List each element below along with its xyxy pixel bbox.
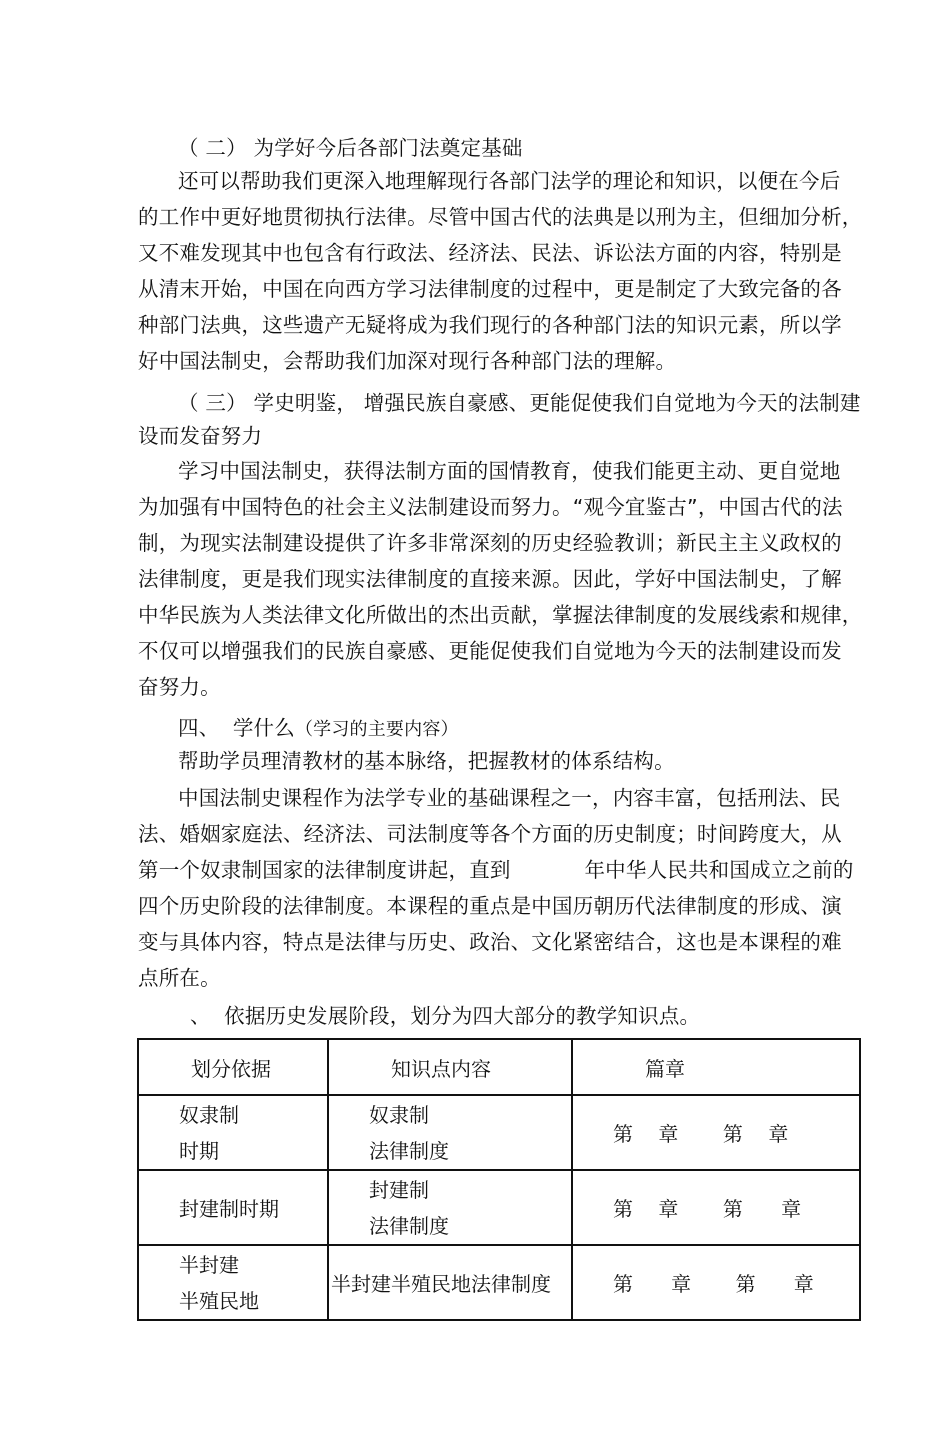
table-row	[138, 1095, 860, 1170]
section-2-line-3: 又不难发现其中也包含有行政法、经济法、民法、诉讼法方面的内容，特别是	[138, 241, 842, 265]
section-3-line-2: 为加强有中国特色的社会主义法制建设而努力。“观今宜鉴古”，中国古代的法	[138, 495, 843, 519]
row-2-content-line-1: 封建制	[369, 1177, 429, 1202]
section-3-line-1: 学习中国法制史，获得法制方面的国情教育，使我们能更主动、更自觉地	[178, 459, 841, 483]
row-1-basis-line-1: 奴隶制	[179, 1102, 239, 1127]
section-2-line-2: 的工作中更好地贯彻执行法律。尽管中国古代的法典是以刑为主，但细加分析，	[138, 205, 863, 229]
header-basis: 划分依据	[138, 1039, 328, 1095]
section-4-line-5: 变与具体内容，特点是法律与历史、政治、文化紧密结合，这也是本课程的难	[138, 930, 842, 954]
section-3-line-6: 不仅可以增强我们的民族自豪感、更能促使我们自觉地为今天的法制建设而发	[138, 639, 842, 663]
knowledge-point-table	[137, 1038, 861, 1321]
section-3-heading-line-2: 设而发奋努力	[138, 424, 263, 448]
section-4-heading-sub: （学习的主要内容）	[294, 719, 459, 740]
row-1-chapters: 第 章 第 章	[572, 1095, 860, 1170]
table-row	[138, 1170, 860, 1245]
section-4-line-4: 四个历史阶段的法律制度。本课程的重点是中国历朝历代法律制度的形成、演	[138, 894, 842, 918]
row-1-basis	[138, 1095, 328, 1170]
row-2-content	[328, 1170, 572, 1245]
row-3-chapters: 第 章 第 章	[572, 1245, 860, 1320]
row-1-content	[328, 1095, 572, 1170]
section-4-line-2: 法、婚姻家庭法、经济法、司法制度等各个方面的历史制度；时间跨度大，从	[138, 822, 842, 846]
section-3-line-7: 奋努力。	[138, 675, 221, 699]
header-content: 知识点内容	[328, 1039, 572, 1095]
section-2-line-4: 从清末开始，中国在向西方学习法律制度的过程中，更是制定了大致完备的各	[138, 277, 842, 301]
section-2-line-1: 还可以帮助我们更深入地理解现行各部门法学的理论和知识，以便在今后	[178, 169, 841, 193]
row-1-basis-line-2: 时期	[179, 1138, 219, 1163]
section-4-para-1: 帮助学员理清教材的基本脉络，把握教材的体系结构。	[178, 749, 675, 773]
section-4-line-3: 第一个奴隶制国家的法律制度讲起，直到 年中华人民共和国成立之前的	[138, 858, 854, 882]
table-row	[138, 1245, 860, 1320]
row-2-basis-line-1: 封建制时期	[179, 1197, 279, 1221]
row-3-content-line-1: 半封建半殖民地法律制度	[331, 1272, 551, 1296]
row-1-content-line-2: 法律制度	[369, 1138, 449, 1163]
row-1-content-line-1: 奴隶制	[369, 1102, 429, 1127]
header-chapters: 篇章	[572, 1039, 860, 1095]
row-3-basis-line-1: 半封建	[179, 1252, 239, 1277]
section-3-line-5: 中华民族为人类法律文化所做出的杰出贡献，掌握法律制度的发展线索和规律，	[138, 603, 863, 627]
table-header-row	[138, 1039, 860, 1095]
row-3-basis-line-2: 半殖民地	[179, 1288, 259, 1313]
section-4-heading-main: 四、 学什么	[178, 716, 295, 740]
section-4-line-1: 中国法制史课程作为法学专业的基础课程之一，内容丰富，包括刑法、民	[178, 786, 841, 810]
section-2-line-6: 好中国法制史，会帮助我们加深对现行各种部门法的理解。	[138, 349, 677, 373]
section-4-heading	[178, 710, 459, 746]
row-3-basis	[138, 1245, 328, 1320]
row-2-basis	[138, 1170, 328, 1245]
section-4-list-item: 、 依据历史发展阶段，划分为四大部分的教学知识点。	[190, 1004, 701, 1028]
row-3-content	[328, 1245, 572, 1320]
section-3-line-3: 制，为现实法制建设提供了许多非常深刻的历史经验教训；新民主主义政权的	[138, 531, 842, 555]
section-2-heading: （ 二） 为学好今后各部门法奠定基础	[178, 136, 523, 160]
section-2-line-5: 种部门法典，这些遗产无疑将成为我们现行的各种部门法的知识元素，所以学	[138, 313, 842, 337]
row-2-content-line-2: 法律制度	[369, 1213, 449, 1238]
section-3-heading-line-1: （ 三） 学史明鉴， 增强民族自豪感、更能促使我们自觉地为今天的法制建	[178, 391, 861, 415]
section-4-line-6: 点所在。	[138, 966, 221, 990]
row-2-chapters: 第 章 第 章	[572, 1170, 860, 1245]
section-3-line-4: 法律制度，更是我们现实法律制度的直接来源。因此，学好中国法制史，了解	[138, 567, 842, 591]
